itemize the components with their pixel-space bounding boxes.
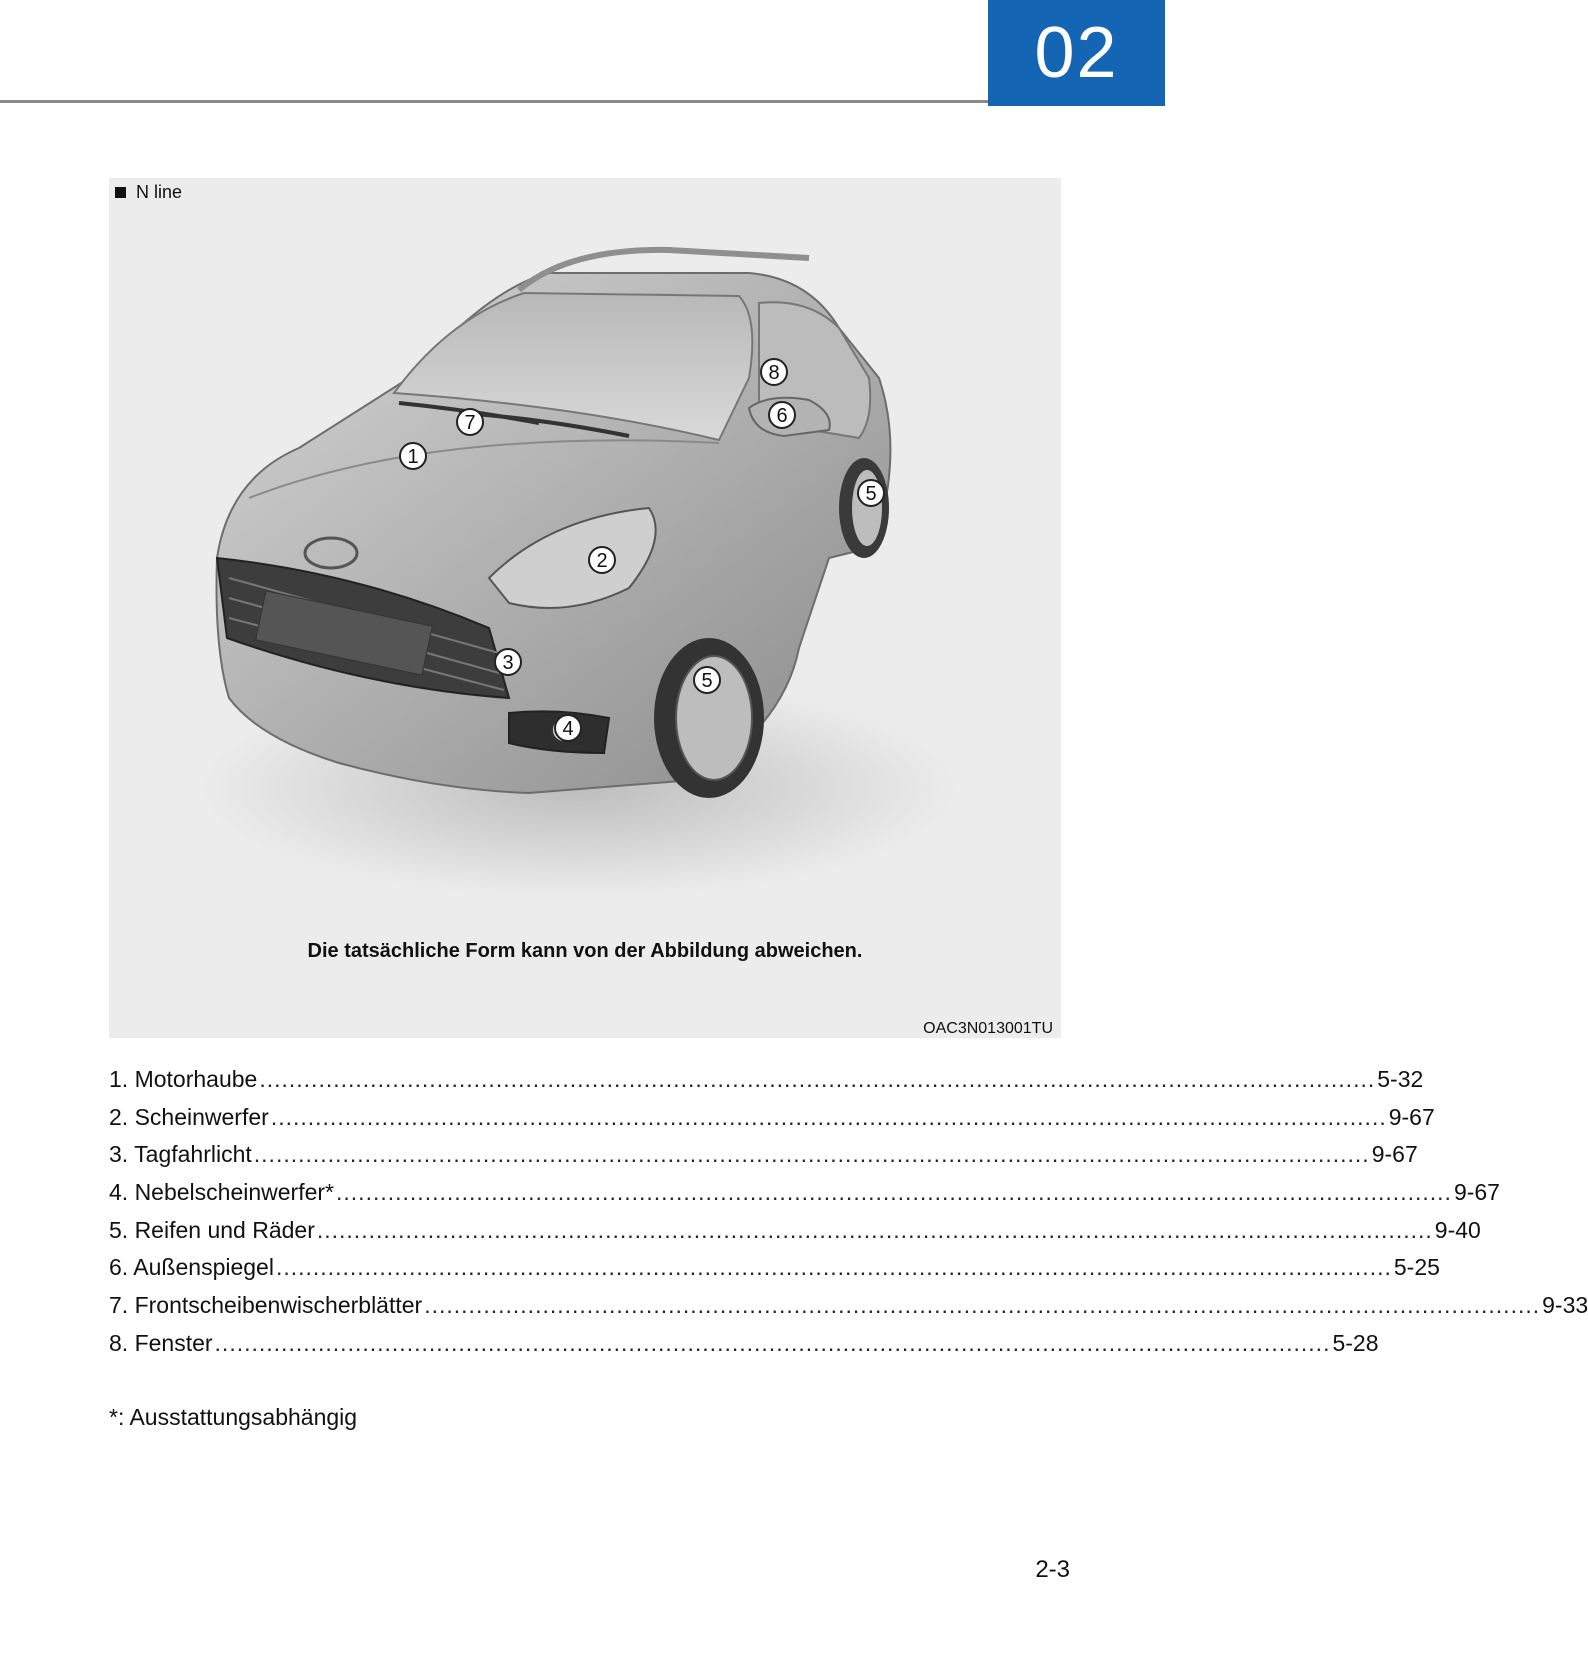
variant-label: [115, 182, 182, 203]
car-illustration: [109, 178, 1061, 1038]
chapter-number: 02: [1034, 13, 1119, 93]
figure-code: OAC3N013001TU: [923, 1020, 1053, 1037]
figure-panel: [109, 178, 1061, 1038]
page-number: 2-3: [1035, 1556, 1070, 1583]
list-item: [109, 1292, 1588, 1330]
dot-leader: .......................................................................................................................................................: [270, 1103, 1387, 1130]
callout-2: [589, 547, 615, 573]
callout-7: [457, 409, 483, 435]
callout-5-rear: [858, 480, 884, 506]
svg-text:6: 6: [776, 405, 788, 427]
dot-leader: .......................................................................................................................................................: [275, 1254, 1392, 1281]
list-item: [109, 1179, 1500, 1217]
part-label: 3. Tagfahrlicht: [109, 1141, 252, 1168]
part-label: 6. Außenspiegel: [109, 1254, 274, 1281]
svg-text:1: 1: [407, 446, 419, 468]
callout-5-front: [694, 667, 720, 693]
callout-1: [400, 443, 426, 469]
svg-text:2: 2: [596, 550, 608, 572]
dot-leader: .......................................................................................................................................................: [424, 1292, 1541, 1319]
part-page: 5-28: [1332, 1329, 1379, 1356]
part-page: 5-25: [1393, 1254, 1440, 1281]
footnote: *: Ausstattungsabhängig: [109, 1404, 358, 1430]
dot-leader: .......................................................................................................................................................: [336, 1179, 1452, 1206]
figure-caption: Die tatsächliche Form kann von der Abbildung abweichen.: [307, 940, 863, 962]
part-label: 5. Reifen und Räder: [109, 1216, 315, 1243]
svg-text:8: 8: [768, 362, 780, 384]
list-item: [109, 1216, 1481, 1255]
svg-text:5: 5: [701, 670, 713, 692]
part-label: 8. Fenster: [109, 1329, 213, 1356]
part-label: 2. Scheinwerfer: [109, 1103, 269, 1130]
dot-leader: .......................................................................................................................................................: [253, 1141, 1370, 1168]
parts-list: [109, 1066, 1588, 1368]
part-page: 9-67: [1453, 1179, 1500, 1206]
dot-leader: .......................................................................................................................................................: [214, 1329, 1331, 1356]
list-item: [109, 1066, 1424, 1104]
part-page: 9-67: [1371, 1141, 1418, 1168]
dot-leader: .......................................................................................................................................................: [316, 1216, 1433, 1243]
part-page: 9-33: [1542, 1292, 1588, 1319]
svg-text:4: 4: [562, 718, 574, 740]
part-label: 4. Nebelscheinwerfer*: [109, 1179, 335, 1206]
list-item: [109, 1103, 1435, 1142]
part-page: 9-40: [1434, 1216, 1481, 1243]
chapter-tab: [988, 0, 1165, 106]
callout-6: [769, 402, 795, 428]
part-page: 9-67: [1388, 1103, 1435, 1130]
header-rule: [0, 100, 988, 103]
svg-text:7: 7: [464, 412, 476, 434]
svg-text:5: 5: [865, 483, 877, 505]
callout-4: [555, 715, 581, 741]
list-item: [109, 1254, 1440, 1292]
dot-leader: .......................................................................................................................................................: [259, 1066, 1376, 1092]
svg-text:3: 3: [502, 652, 514, 674]
square-bullet-icon: [115, 187, 126, 198]
list-item: [109, 1141, 1418, 1179]
part-page: 5-32: [1377, 1066, 1424, 1092]
callout-8: [761, 359, 787, 385]
part-label: 1. Motorhaube: [109, 1066, 258, 1092]
callout-3: [495, 649, 521, 675]
part-label: 7. Frontscheibenwischerblätter: [109, 1292, 423, 1319]
variant-label-text: N line: [136, 182, 183, 202]
list-item: [109, 1329, 1379, 1368]
